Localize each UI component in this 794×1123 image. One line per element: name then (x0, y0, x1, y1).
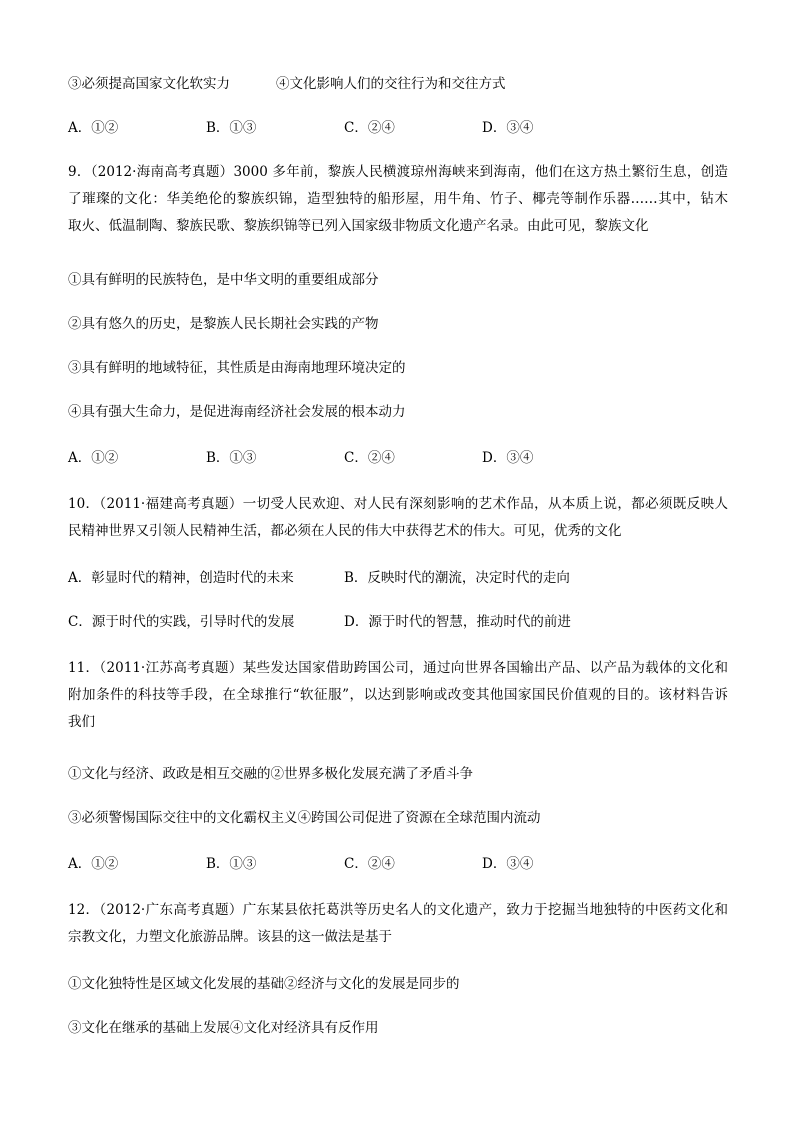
q11-statements-3-4: ③必须警惕国际交往中的文化霸权主义④跨国公司促进了资源在全球范围内流动 (68, 810, 541, 826)
q8-statements-row (68, 76, 728, 92)
q11-options-row (68, 856, 728, 872)
q11-option-a[interactable]: A．①② (68, 856, 119, 872)
q12-stem-line-1: 12．（2012·广东高考真题）广东某县依托葛洪等历史名人的文化遗产，致力于挖掘当地独特的中医药文化和 (68, 902, 728, 918)
q11-stem-line-3: 我们 (68, 714, 95, 730)
q10-stem (68, 496, 728, 550)
q8-options-row (68, 120, 728, 136)
q12-stem (68, 902, 728, 956)
q12-statements-1-2: ①文化独特性是区域文化发展的基础②经济与文化的发展是同步的 (68, 976, 460, 992)
q9-option-c[interactable]: C．②④ (344, 450, 395, 466)
q9-statement-4: ④具有强大生命力，是促进海南经济社会发展的根本动力 (68, 404, 406, 420)
q9-statement-3: ③具有鲜明的地域特征，其性质是由海南地理环境决定的 (68, 360, 406, 376)
q8-statement-3: ③必须提高国家文化软实力 (68, 76, 230, 92)
q11-stem (68, 660, 728, 741)
q9-stem (68, 164, 728, 245)
q8-statement-4: ④文化影响人们的交往行为和交往方式 (276, 76, 506, 92)
q9-stem-line-2: 了璀璨的文化：华美绝伦的黎族织锦，造型独特的船形屋，用牛角、竹子、椰壳等制作乐器……其中，钻木 (68, 191, 728, 207)
q11-option-c[interactable]: C．②④ (344, 856, 395, 872)
q9-options-row (68, 450, 728, 466)
q9-stem-line-3: 取火、低温制陶、黎族民歌、黎族织锦等已列入国家级非物质文化遗产名录。由此可见，黎族文化 (68, 218, 649, 234)
q11-option-b[interactable]: B．①③ (206, 856, 257, 872)
q12-stem-line-2: 宗教文化，力塑文化旅游品牌。该县的这一做法是基于 (68, 929, 392, 945)
q8-option-d[interactable]: D．③④ (482, 120, 534, 136)
q8-option-b[interactable]: B．①③ (206, 120, 257, 136)
q11-stem-line-2: 附加条件的科技等手段，在全球推行“软征服”，以达到影响或改变其他国家国民价值观的目的。该材料告诉 (68, 687, 728, 703)
q10-stem-line-2: 民精神世界又引领人民精神生活，都必须在人民的伟大中获得艺术的伟大。可见，优秀的文化 (68, 523, 622, 539)
q9-statement-2: ②具有悠久的历史，是黎族人民长期社会实践的产物 (68, 316, 379, 332)
q8-option-c[interactable]: C．②④ (344, 120, 395, 136)
q9-option-a[interactable]: A．①② (68, 450, 119, 466)
q9-option-d[interactable]: D．③④ (482, 450, 534, 466)
q11-option-d[interactable]: D．③④ (482, 856, 534, 872)
q10-option-d[interactable]: D．源于时代的智慧，推动时代的前进 (344, 614, 571, 630)
q9-option-b[interactable]: B．①③ (206, 450, 257, 466)
q10-stem-line-1: 10．（2011·福建高考真题）一切受人民欢迎、对人民有深刻影响的艺术作品，从本质上说，都必须既反映人 (68, 496, 728, 512)
q10-option-b[interactable]: B．反映时代的潮流，决定时代的走向 (344, 570, 570, 586)
q10-options-row-2 (68, 614, 728, 630)
q10-option-c[interactable]: C．源于时代的实践，引导时代的发展 (68, 614, 295, 630)
q10-options-row-1 (68, 570, 728, 586)
q9-stem-line-1: 9．（2012·海南高考真题）3000 多年前，黎族人民横渡琼州海峡来到海南，他们在这方热土繁衍生息，创造 (68, 164, 728, 180)
q11-stem-line-1: 11．（2011·江苏高考真题）某些发达国家借助跨国公司，通过向世界各国输出产品、以产品为载体的文化和 (68, 660, 728, 676)
q12-statements-3-4: ③文化在继承的基础上发展④文化对经济具有反作用 (68, 1020, 379, 1036)
q9-statement-1: ①具有鲜明的民族特色，是中华文明的重要组成部分 (68, 272, 379, 288)
q8-option-a[interactable]: A．①② (68, 120, 119, 136)
q11-statements-1-2: ①文化与经济、政政是相互交融的②世界多极化发展充满了矛盾斗争 (68, 766, 473, 782)
q10-option-a[interactable]: A．彰显时代的精神，创造时代的未来 (68, 570, 294, 586)
